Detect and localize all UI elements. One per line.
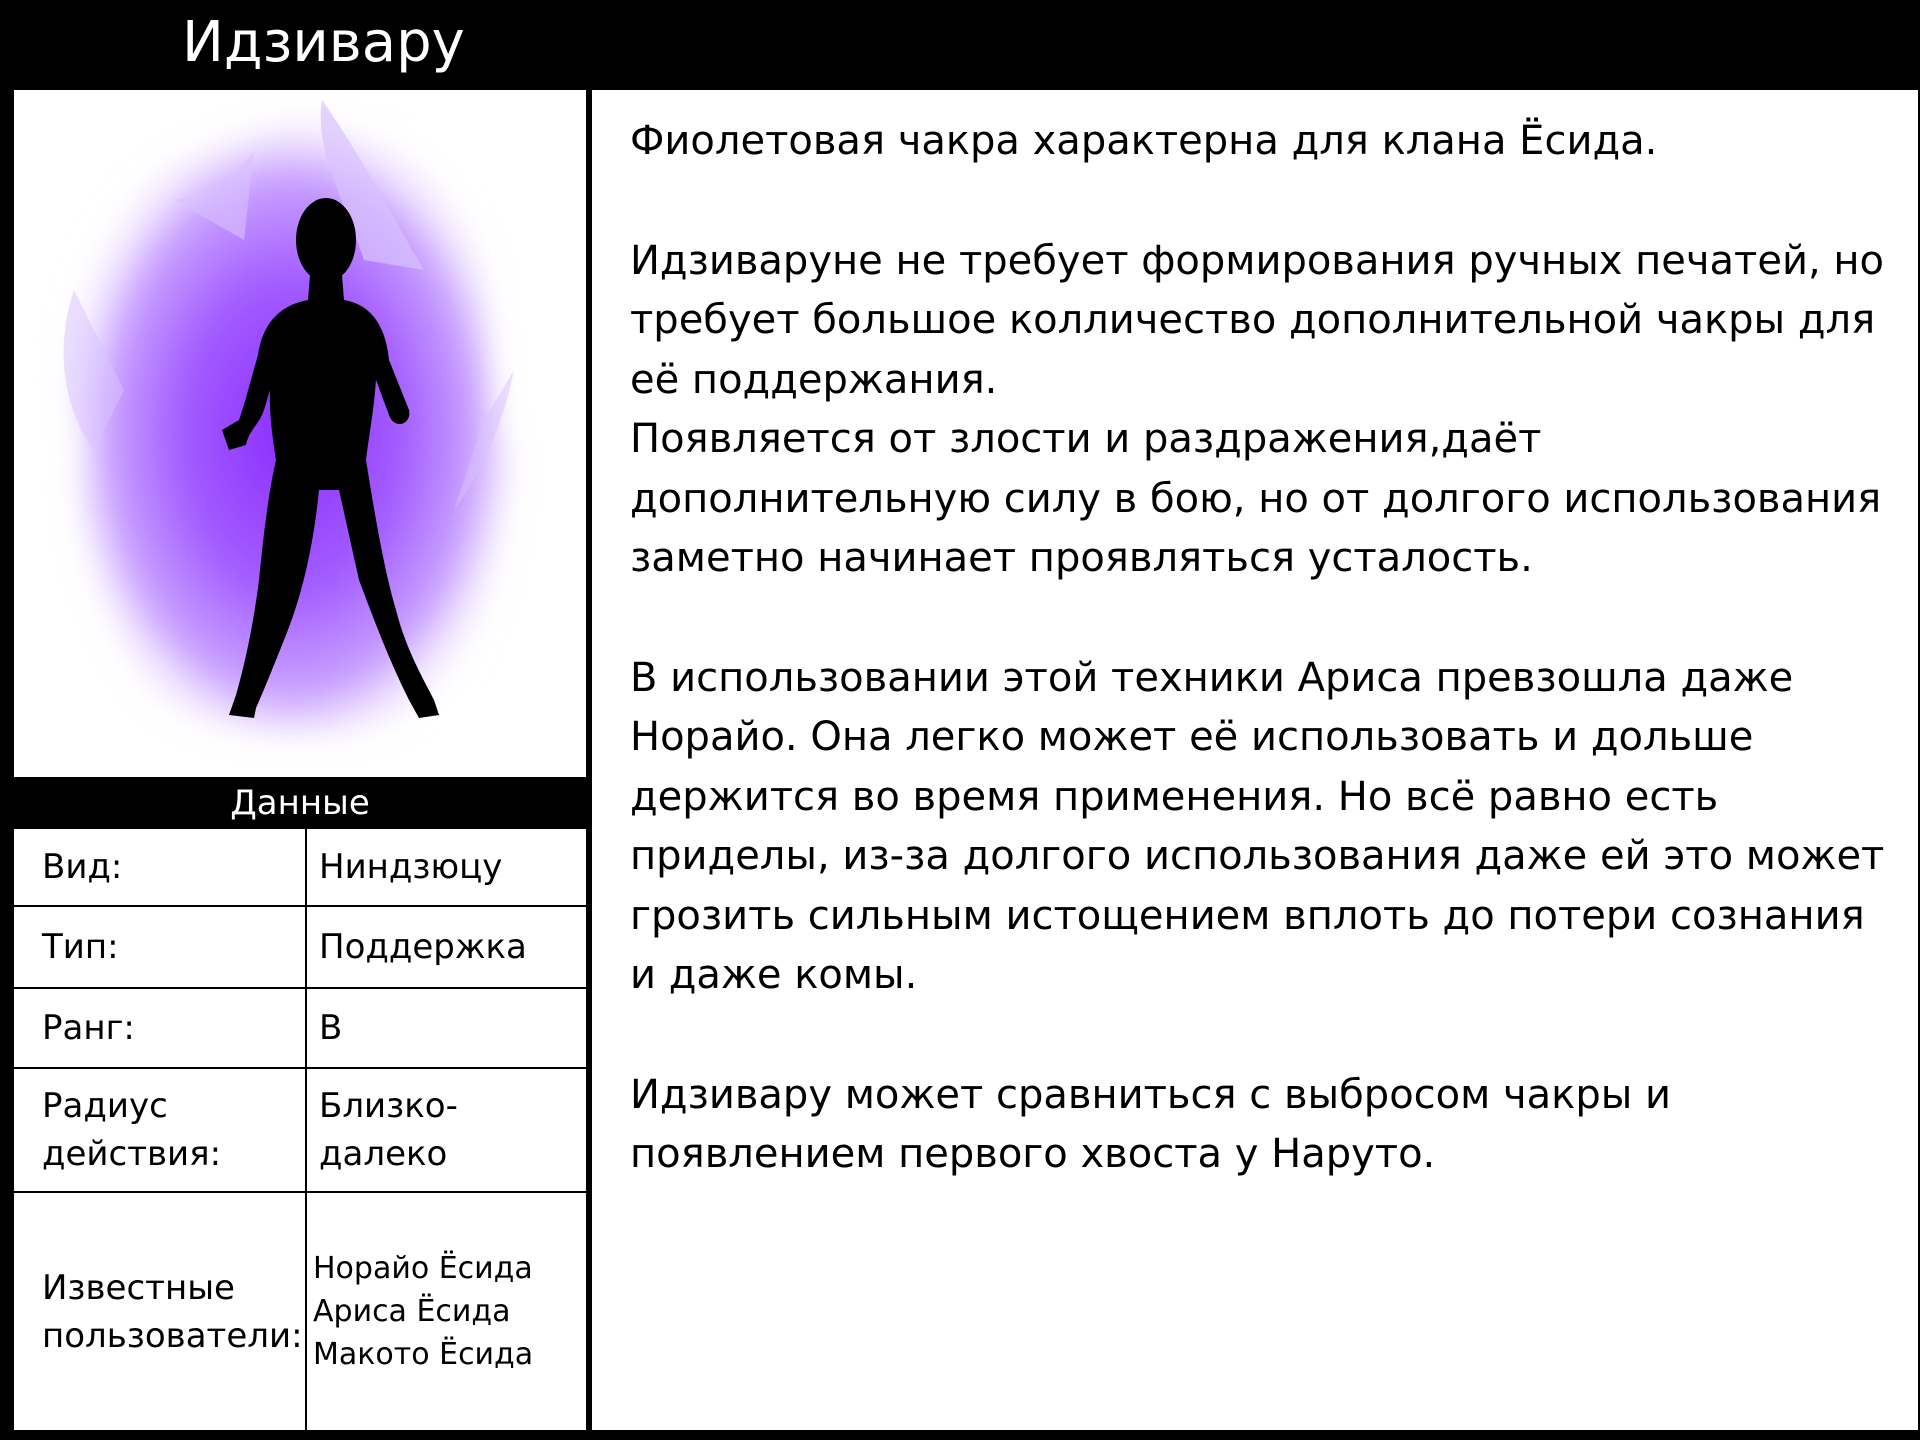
description-paragraph: Появляется от злости и раздражения,даёт дополнительную силу в бою, но от долгого использования заметно начинает проявляться усталость. (630, 416, 1882, 581)
table-row (14, 829, 586, 907)
table-row (14, 1069, 586, 1193)
description-paragraph: В использовании этой техники Ариса превзошла даже Норайо. Она легко может её использовать и дольше держится во время применения. Но всё равно есть приделы, из-за долгого использования даже ей это может грозить сильным истощением вплоть до потери сознания и даже комы. (630, 654, 1885, 998)
row-value: Поддержка (319, 927, 527, 967)
data-table (14, 829, 586, 1430)
row-value: Близко-далеко (319, 1086, 458, 1174)
data-header: Данные (230, 783, 370, 823)
row-label: Тип: (14, 907, 307, 987)
description-paragraph: Фиолетовая чакра характерна для клана Ёсида. (630, 118, 1658, 164)
user-name: Ариса Ёсида (313, 1294, 511, 1329)
user-name: Макото Ёсида (313, 1337, 534, 1372)
row-label: Ранг: (14, 989, 307, 1067)
row-label: Вид: (14, 829, 307, 905)
users-list (307, 1193, 586, 1430)
table-row (14, 989, 586, 1069)
table-row (14, 1193, 586, 1430)
user-name: Норайо Ёсида (313, 1251, 533, 1286)
description-paragraph: Идзивару может сравниться с выбросом чакры и появлением первого хвоста у Наруто. (630, 1071, 1672, 1177)
page-title: Идзивару (182, 10, 465, 75)
row-value: Ниндзюцу (319, 847, 503, 887)
table-row (14, 907, 586, 989)
description-panel (592, 90, 1918, 1430)
row-value: B (319, 1008, 343, 1048)
character-image (14, 90, 586, 777)
description-paragraph: Идзиваруне не требует формирования ручных печатей, но требует большое колличество дополнительной чакры для её поддержания. (630, 237, 1885, 403)
row-label: Известные пользователи: (14, 1193, 307, 1430)
row-label: Радиус действия: (14, 1069, 307, 1191)
chakra-silhouette-icon (14, 90, 586, 777)
